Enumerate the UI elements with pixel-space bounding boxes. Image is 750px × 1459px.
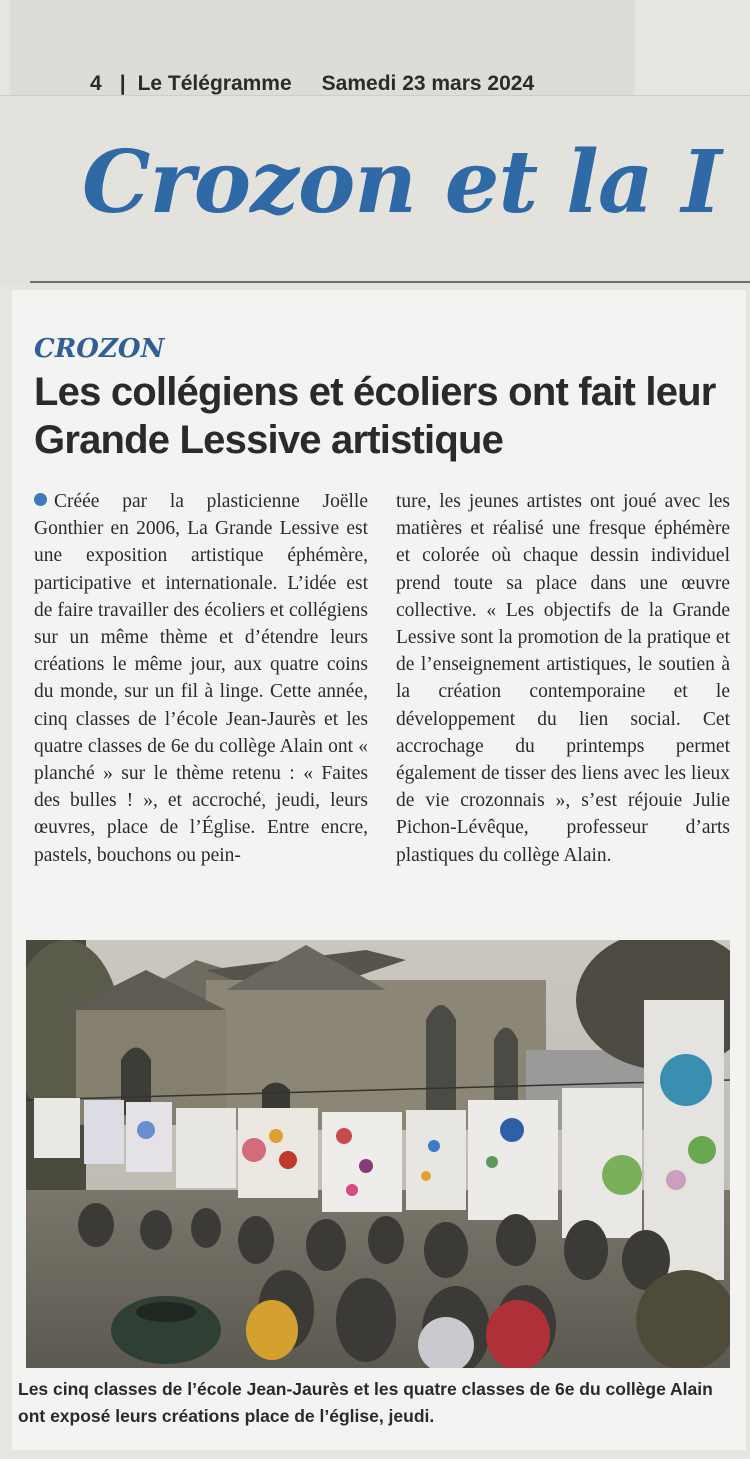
bullet-icon — [34, 493, 47, 506]
article-column-right: ture, les jeunes artistes ont joué avec les matières et réalisé une fresque éphémère et colorée où chaque dessin individuel prend toute sa place dans une œuvre collective. « Les objectifs de la Grande Lessive sont la promotion de la pratique et de l’enseignement artistiques, le soutien à la création contemporaine et le développement du lien social. Cet accrochage du printemps permet également de tisser des liens avec les lieux de vie crozonnais », s’est réjouie Julie Pichon-Lévêque, professeur d’arts plastiques du collège Alain. — [396, 491, 730, 866]
section-divider — [30, 281, 750, 283]
article-headline: Les collégiens et écoliers ont fait leur Grande Lessive artistique — [34, 370, 716, 462]
section-title: Crozon et la I — [82, 132, 721, 233]
article-photo — [26, 940, 730, 1368]
page-header — [90, 72, 534, 96]
header-separator: | — [119, 72, 126, 95]
photo-caption: Les cinq classes de l’école Jean-Jaurès et les quatre classes de 6e du collège Alain ont exposé leurs créations place de l’église, jeudi. — [18, 1379, 713, 1426]
page-number: 4 — [90, 72, 102, 95]
article-column-left — [34, 488, 368, 869]
issue-date: Samedi 23 mars 2024 — [321, 72, 535, 95]
newspaper-name: Le Télégramme — [137, 72, 292, 95]
article-kicker: CROZON — [34, 334, 165, 364]
column-left-text: Créée par la plasticienne Joëlle Gonthier en 2006, La Grande Lessive est une exposition artistique éphémère, participative et internationale. L’idée est de faire travailler des écoliers et collégiens sur un même thème et d’étendre leurs créations le même jour, aux quatre coins du monde, sur un fil à linge. Cette année, cinq classes de l’école Jean-Jaurès et les quatre classes de 6e du collège Alain ont « planché » sur le thème retenu : « Faites des bulles ! », et accroché, jeudi, leurs œuvres, place de l’Église. Entre encre, pastels, bouchons ou pein- — [34, 491, 368, 866]
